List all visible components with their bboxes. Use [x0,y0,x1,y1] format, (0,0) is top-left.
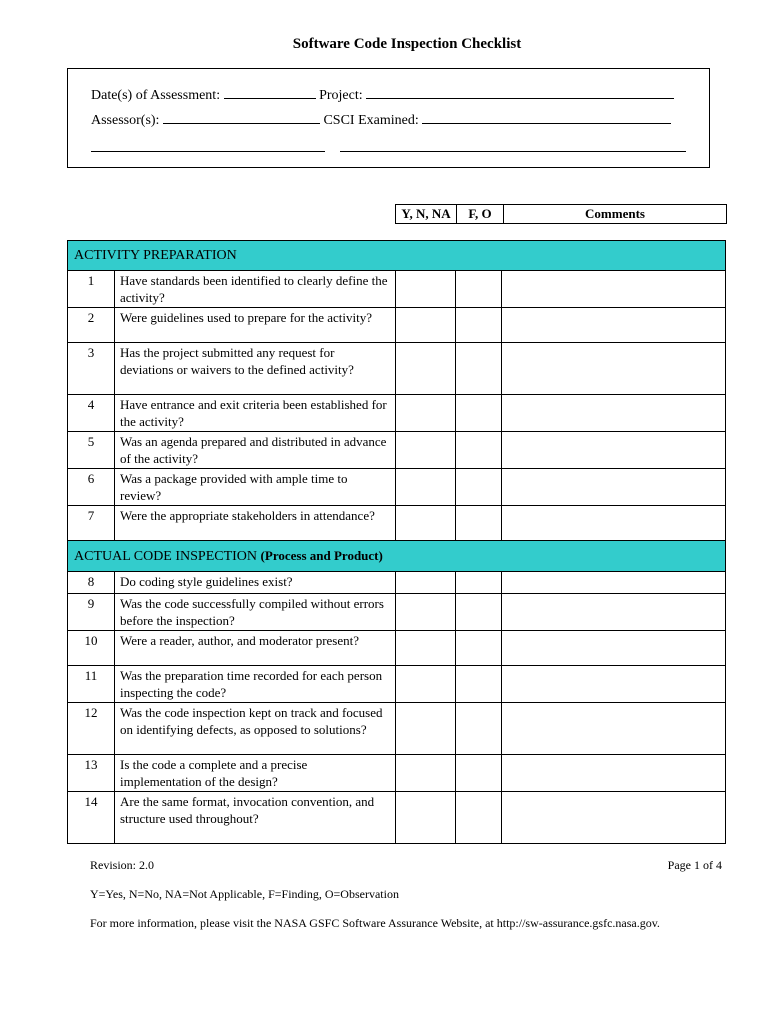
comments-cell[interactable] [502,792,726,844]
ynna-cell[interactable] [396,792,456,844]
fo-cell[interactable] [456,271,502,308]
item-number: 6 [68,469,115,506]
item-number: 9 [68,594,115,631]
fo-cell[interactable] [456,432,502,469]
ynna-cell[interactable] [396,703,456,755]
checklist-row [68,572,726,594]
comments-cell[interactable] [502,343,726,395]
assessor-field[interactable] [163,111,320,124]
ynna-cell[interactable] [396,271,456,308]
dates-field[interactable] [224,86,316,99]
checklist-row [68,343,726,395]
comments-cell[interactable] [502,572,726,594]
comments-cell[interactable] [502,703,726,755]
checklist-row [68,631,726,666]
column-header-fo: F, O [457,205,504,224]
comments-cell[interactable] [502,594,726,631]
ynna-cell[interactable] [396,308,456,343]
item-number: 4 [68,395,115,432]
fo-cell[interactable] [456,395,502,432]
fo-cell[interactable] [456,594,502,631]
item-number: 10 [68,631,115,666]
ynna-cell[interactable] [396,666,456,703]
comments-cell[interactable] [502,631,726,666]
section-title [68,541,726,572]
fo-cell[interactable] [456,469,502,506]
revision-text: Revision: 2.0 [90,858,155,872]
fo-cell[interactable] [456,703,502,755]
item-number: 14 [68,792,115,844]
item-number: 1 [68,271,115,308]
comments-cell[interactable] [502,755,726,792]
item-number: 3 [68,343,115,395]
item-question: Were guidelines used to prepare for the activity? [115,308,396,343]
info-text: For more information, please visit the NASA GSFC Software Assurance Website, at http://sw-assurance.gsfc.nasa.gov. [90,916,660,930]
assessment-info-box [67,68,710,168]
comments-cell[interactable] [502,308,726,343]
item-number: 5 [68,432,115,469]
comments-cell[interactable] [502,666,726,703]
fo-cell[interactable] [456,755,502,792]
item-number: 8 [68,572,115,594]
comments-cell[interactable] [502,395,726,432]
ynna-cell[interactable] [396,469,456,506]
comments-cell[interactable] [502,506,726,541]
blank-line-left[interactable] [91,151,325,152]
ynna-cell[interactable] [396,572,456,594]
ynna-cell[interactable] [396,506,456,541]
section-header [68,541,726,572]
comments-cell[interactable] [502,271,726,308]
section-title-text: ACTIVITY PREPARATION [74,248,237,263]
ynna-cell[interactable] [396,432,456,469]
checklist-row [68,792,726,844]
comments-cell[interactable] [502,432,726,469]
fo-cell[interactable] [456,666,502,703]
item-number: 12 [68,703,115,755]
item-question: Do coding style guidelines exist? [115,572,396,594]
project-label: Project: [319,88,363,103]
fo-cell[interactable] [456,631,502,666]
item-question: Were the appropriate stakeholders in attendance? [115,506,396,541]
section-header [68,241,726,271]
item-question: Were a reader, author, and moderator present? [115,631,396,666]
section-title [68,241,726,271]
item-question: Have standards been identified to clearly define the activity? [115,271,396,308]
checklist-row [68,506,726,541]
item-number: 13 [68,755,115,792]
item-question: Was the code successfully compiled without errors before the inspection? [115,594,396,631]
ynna-cell[interactable] [396,755,456,792]
comments-cell[interactable] [502,469,726,506]
dates-label: Date(s) of Assessment: [91,88,221,103]
item-number: 2 [68,308,115,343]
fo-cell[interactable] [456,792,502,844]
item-question: Was the code inspection kept on track and focused on identifying defects, as opposed to solutions? [115,703,396,755]
csci-label: CSCI Examined: [323,113,419,128]
checklist-row [68,755,726,792]
item-question: Are the same format, invocation convention, and structure used throughout? [115,792,396,844]
item-question: Is the code a complete and a precise implementation of the design? [115,755,396,792]
fo-cell[interactable] [456,506,502,541]
item-question: Have entrance and exit criteria been established for the activity? [115,395,396,432]
checklist-row [68,469,726,506]
ynna-cell[interactable] [396,594,456,631]
page-number: Page 1 of 4 [667,858,722,872]
checklist-row [68,395,726,432]
section-title-text: ACTUAL CODE INSPECTION [74,549,258,564]
blank-line-right[interactable] [340,151,686,152]
item-question: Has the project submitted any request for deviations or waivers to the defined activity? [115,343,396,395]
assessor-label: Assessor(s): [91,113,160,128]
column-header-comments: Comments [504,205,727,224]
item-number: 7 [68,506,115,541]
checklist-row [68,703,726,755]
item-number: 11 [68,666,115,703]
legend-text: Y=Yes, N=No, NA=Not Applicable, F=Finding, O=Observation [90,887,399,901]
item-question: Was an agenda prepared and distributed in advance of the activity? [115,432,396,469]
checklist-row [68,594,726,631]
fo-cell[interactable] [456,308,502,343]
ynna-cell[interactable] [396,395,456,432]
item-question: Was the preparation time recorded for each person inspecting the code? [115,666,396,703]
checklist-table [67,240,726,844]
checklist-row [68,432,726,469]
column-header-table [395,204,727,224]
item-question: Was a package provided with ample time to review? [115,469,396,506]
csci-field[interactable] [422,111,671,124]
page-title: Software Code Inspection Checklist [292,36,522,52]
project-field[interactable] [366,86,674,99]
fo-cell[interactable] [456,572,502,594]
checklist-row [68,308,726,343]
section-subtitle: (Process and Product) [260,548,383,563]
ynna-cell[interactable] [396,343,456,395]
fo-cell[interactable] [456,343,502,395]
ynna-cell[interactable] [396,631,456,666]
column-header-ynna: Y, N, NA [396,205,457,224]
checklist-row [68,666,726,703]
checklist-row [68,271,726,308]
